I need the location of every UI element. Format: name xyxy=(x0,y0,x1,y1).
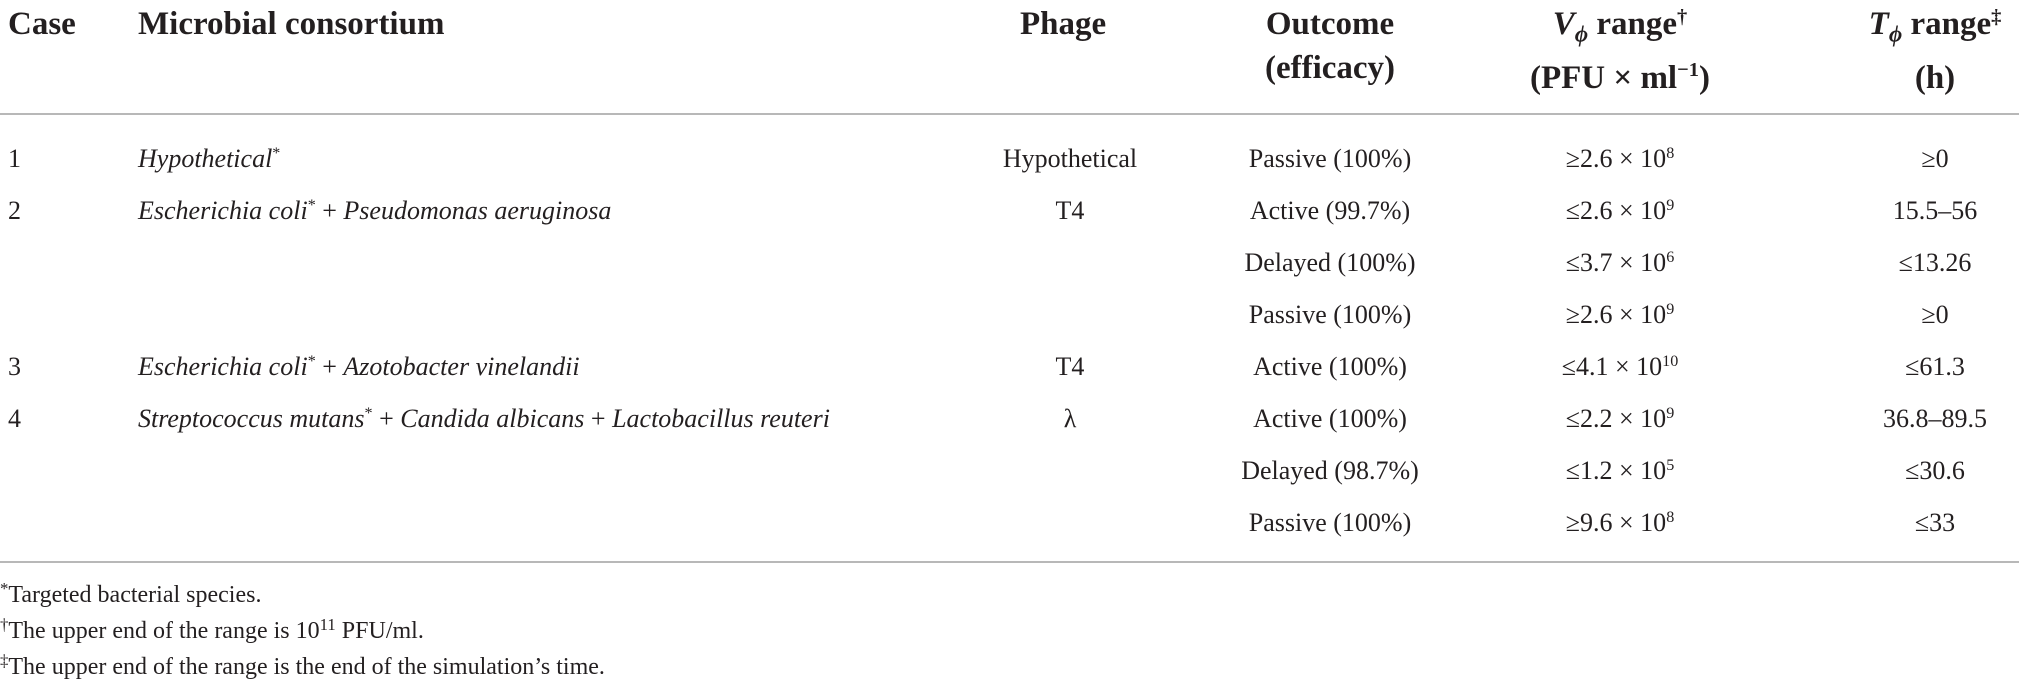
organism-1: Hypothetical xyxy=(138,144,273,173)
cell-v-range xyxy=(1490,402,1750,436)
cell-outcome: Active (100%) xyxy=(1253,352,1407,381)
cell-outcome: Passive (100%) xyxy=(1248,508,1412,537)
v-unit-exp: −1 xyxy=(1677,59,1699,82)
cell-consortium xyxy=(138,142,280,176)
t-subscript: ϕ xyxy=(1888,20,1903,47)
cell-v-range xyxy=(1490,506,1750,540)
cell-v-range xyxy=(1490,246,1750,280)
footnote-2 xyxy=(0,616,424,646)
cell-v-range xyxy=(1490,142,1750,176)
footnote-1-mark: * xyxy=(0,578,9,598)
organism-1: Escherichia coli xyxy=(138,196,308,225)
v-unit-pre: (PFU × ml xyxy=(1530,59,1678,96)
header-outcome-line2: (efficacy) xyxy=(1264,50,1396,86)
cell-phage: T4 xyxy=(1055,352,1085,381)
header-case: Case xyxy=(8,6,76,42)
footnote-3-text: The upper end of the range is the end of the simulation’s time. xyxy=(8,654,605,680)
footnote-2-mark: † xyxy=(0,614,9,634)
plus-2: + xyxy=(584,404,613,433)
v-exponent: 9 xyxy=(1666,405,1675,423)
footnote-2-text: The upper end of the range is 10 xyxy=(8,618,320,644)
header-outcome xyxy=(1220,2,1440,90)
cell-case: 2 xyxy=(8,196,21,225)
plus-1: + xyxy=(315,196,344,225)
target-star: * xyxy=(307,353,316,371)
t-ddagger: ‡ xyxy=(1991,5,2002,28)
organism-2: Pseudomonas aeruginosa xyxy=(343,196,612,225)
v-exponent: 9 xyxy=(1666,301,1675,319)
cell-t-range: 15.5–56 xyxy=(1892,196,1978,225)
cell-case: 1 xyxy=(8,144,21,173)
cell-consortium xyxy=(138,350,580,384)
header-phage: Phage xyxy=(1020,6,1107,42)
cell-t-range: ≤30.6 xyxy=(1905,456,1965,485)
plus-1: + xyxy=(372,404,401,433)
cell-t-range: ≥0 xyxy=(1921,300,1949,329)
plus-1: + xyxy=(315,352,344,381)
cell-t-range: ≥0 xyxy=(1921,144,1949,173)
footnote-2-exp: 11 xyxy=(319,614,336,634)
cell-outcome: Delayed (100%) xyxy=(1244,248,1416,277)
v-value: ≥9.6 × 10 xyxy=(1565,508,1667,537)
cell-outcome: Delayed (98.7%) xyxy=(1241,456,1419,485)
cell-v-range xyxy=(1490,194,1750,228)
bottom-rule xyxy=(0,561,2019,563)
cell-outcome: Active (99.7%) xyxy=(1249,196,1411,225)
cell-case: 3 xyxy=(8,352,21,381)
header-t-range xyxy=(1860,2,2010,100)
header-v-line1 xyxy=(1490,2,1750,56)
v-value: ≥2.6 × 10 xyxy=(1565,144,1667,173)
cell-v-range xyxy=(1490,454,1750,488)
cell-v-range xyxy=(1490,350,1750,384)
v-range-word: range xyxy=(1588,6,1678,42)
footnote-1-text: Targeted bacterial species. xyxy=(8,582,262,608)
header-rule xyxy=(0,113,2019,115)
cell-t-range: ≤33 xyxy=(1914,508,1956,537)
v-value: ≤1.2 × 10 xyxy=(1565,456,1667,485)
organism-2: Azotobacter vinelandii xyxy=(343,352,580,381)
header-t-line1 xyxy=(1860,2,2010,56)
cell-t-range: 36.8–89.5 xyxy=(1883,404,1987,433)
cell-consortium xyxy=(138,402,830,436)
cell-phage: T4 xyxy=(1055,196,1085,225)
t-symbol: T xyxy=(1868,6,1889,42)
cell-t-range: ≤61.3 xyxy=(1905,352,1965,381)
footnote-1 xyxy=(0,580,261,610)
cell-case: 4 xyxy=(8,404,21,433)
target-star: * xyxy=(272,145,281,163)
header-v-range xyxy=(1490,2,1750,100)
cell-phage: Hypothetical xyxy=(1002,144,1138,173)
target-star: * xyxy=(364,405,373,423)
footnote-3 xyxy=(0,652,605,682)
organism-1: Escherichia coli xyxy=(138,352,308,381)
cell-outcome: Passive (100%) xyxy=(1248,144,1412,173)
v-dagger: † xyxy=(1677,5,1688,28)
footnote-2-tail: PFU/ml. xyxy=(335,618,424,644)
organism-2: Candida albicans xyxy=(400,404,585,433)
v-exponent: 8 xyxy=(1666,145,1675,163)
v-exponent: 6 xyxy=(1666,249,1675,267)
v-value: ≤2.6 × 10 xyxy=(1565,196,1667,225)
v-value: ≤2.2 × 10 xyxy=(1565,404,1667,433)
cell-t-range: ≤13.26 xyxy=(1898,248,1972,277)
v-exponent: 10 xyxy=(1662,353,1679,371)
cell-outcome: Active (100%) xyxy=(1253,404,1407,433)
v-value: ≥2.6 × 10 xyxy=(1565,300,1667,329)
organism-1: Streptococcus mutans xyxy=(138,404,365,433)
v-unit-post: ) xyxy=(1698,59,1710,96)
v-symbol: V xyxy=(1552,6,1575,42)
organism-3: Lactobacillus reuteri xyxy=(612,404,830,433)
t-range-word: range xyxy=(1902,6,1992,42)
v-value: ≤3.7 × 10 xyxy=(1565,248,1667,277)
footnote-3-mark: ‡ xyxy=(0,650,9,670)
v-subscript: ϕ xyxy=(1574,20,1589,47)
cell-outcome: Passive (100%) xyxy=(1248,300,1412,329)
header-t-line2: (h) xyxy=(1914,59,1956,96)
v-exponent: 9 xyxy=(1666,197,1675,215)
target-star: * xyxy=(307,197,316,215)
v-exponent: 5 xyxy=(1666,457,1675,475)
header-outcome-line1: Outcome xyxy=(1265,6,1395,42)
cell-consortium xyxy=(138,194,611,228)
v-exponent: 8 xyxy=(1666,509,1675,527)
cell-phage: λ xyxy=(1063,404,1077,433)
header-v-line2 xyxy=(1490,56,1750,100)
header-consortium: Microbial consortium xyxy=(138,6,445,42)
v-value: ≤4.1 × 10 xyxy=(1561,352,1663,381)
cell-v-range xyxy=(1490,298,1750,332)
